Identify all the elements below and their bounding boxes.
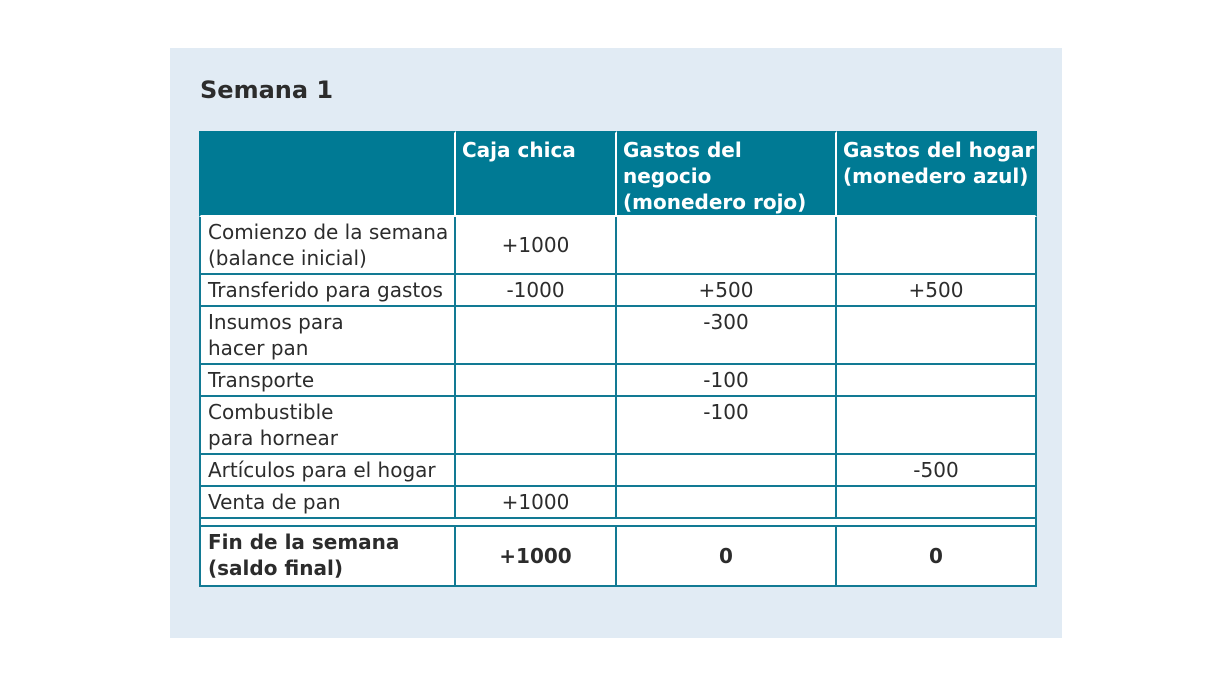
- row-label-line1: Combustible: [208, 400, 334, 424]
- final-row-label-line1: Fin de la semana: [208, 530, 400, 554]
- cell-caja-chica: [456, 365, 617, 397]
- cell-gastos-hogar: -500: [837, 455, 1037, 487]
- row-label-line1: Transferido para gastos: [208, 278, 443, 302]
- header-empty: [199, 131, 456, 217]
- table-row: [199, 275, 1037, 307]
- row-label-line2: (balance inicial): [208, 246, 367, 270]
- cell-caja-chica: [456, 397, 617, 455]
- row-label: [199, 307, 456, 365]
- header-caja-chica-line1: Caja chica: [462, 138, 576, 162]
- header-gastos-negocio-line1: Gastos del negocio: [623, 138, 742, 188]
- header-gastos-hogar: [837, 131, 1037, 217]
- table-row: [199, 397, 1037, 455]
- header-caja-chica: [456, 131, 617, 217]
- final-cell-gastos-negocio: 0: [617, 525, 837, 587]
- row-label: [199, 365, 456, 397]
- cell-gastos-hogar: +500: [837, 275, 1037, 307]
- header-row: [199, 131, 1037, 217]
- cell-gastos-negocio: [617, 217, 837, 275]
- final-cell-gastos-hogar: 0: [837, 525, 1037, 587]
- row-label: [199, 217, 456, 275]
- cell-gastos-negocio: -100: [617, 365, 837, 397]
- cell-gastos-hogar: [837, 397, 1037, 455]
- header-gastos-hogar-line2: (monedero azul): [843, 164, 1029, 188]
- cell-caja-chica: +1000: [456, 487, 617, 519]
- cell-gastos-hogar: [837, 365, 1037, 397]
- row-label-line2: hacer pan: [208, 336, 309, 360]
- row-label: [199, 487, 456, 519]
- cell-gastos-hogar: [837, 307, 1037, 365]
- row-label-line2: para hornear: [208, 426, 339, 450]
- cell-caja-chica: [456, 455, 617, 487]
- final-row-label: [199, 525, 456, 587]
- row-label-line1: Venta de pan: [208, 490, 341, 514]
- cell-caja-chica: [456, 307, 617, 365]
- budget-table: [199, 131, 1037, 587]
- row-label: [199, 455, 456, 487]
- final-row: [199, 525, 1037, 587]
- table-row: [199, 365, 1037, 397]
- row-label-line1: Insumos para: [208, 310, 344, 334]
- cell-caja-chica: +1000: [456, 217, 617, 275]
- header-gastos-negocio: [617, 131, 837, 217]
- cell-caja-chica: -1000: [456, 275, 617, 307]
- final-cell-caja-chica: +1000: [456, 525, 617, 587]
- week-title: Semana 1: [200, 76, 334, 104]
- table-row: [199, 307, 1037, 365]
- header-gastos-negocio-line2: (monedero rojo): [623, 190, 807, 214]
- cell-gastos-hogar: [837, 487, 1037, 519]
- cell-gastos-negocio: -100: [617, 397, 837, 455]
- table-row: [199, 217, 1037, 275]
- final-row-label-line2: (saldo final): [208, 556, 343, 580]
- cell-gastos-negocio: -300: [617, 307, 837, 365]
- cell-gastos-negocio: [617, 487, 837, 519]
- row-label-line1: Transporte: [208, 368, 315, 392]
- row-label: [199, 397, 456, 455]
- cell-gastos-hogar: [837, 217, 1037, 275]
- row-label: [199, 275, 456, 307]
- table-row: [199, 487, 1037, 519]
- header-gastos-hogar-line1: Gastos del hogar: [843, 138, 1035, 162]
- cell-gastos-negocio: +500: [617, 275, 837, 307]
- row-label-line1: Artículos para el hogar: [208, 458, 436, 482]
- cell-gastos-negocio: [617, 455, 837, 487]
- table-row: [199, 455, 1037, 487]
- row-label-line1: Comienzo de la semana: [208, 220, 449, 244]
